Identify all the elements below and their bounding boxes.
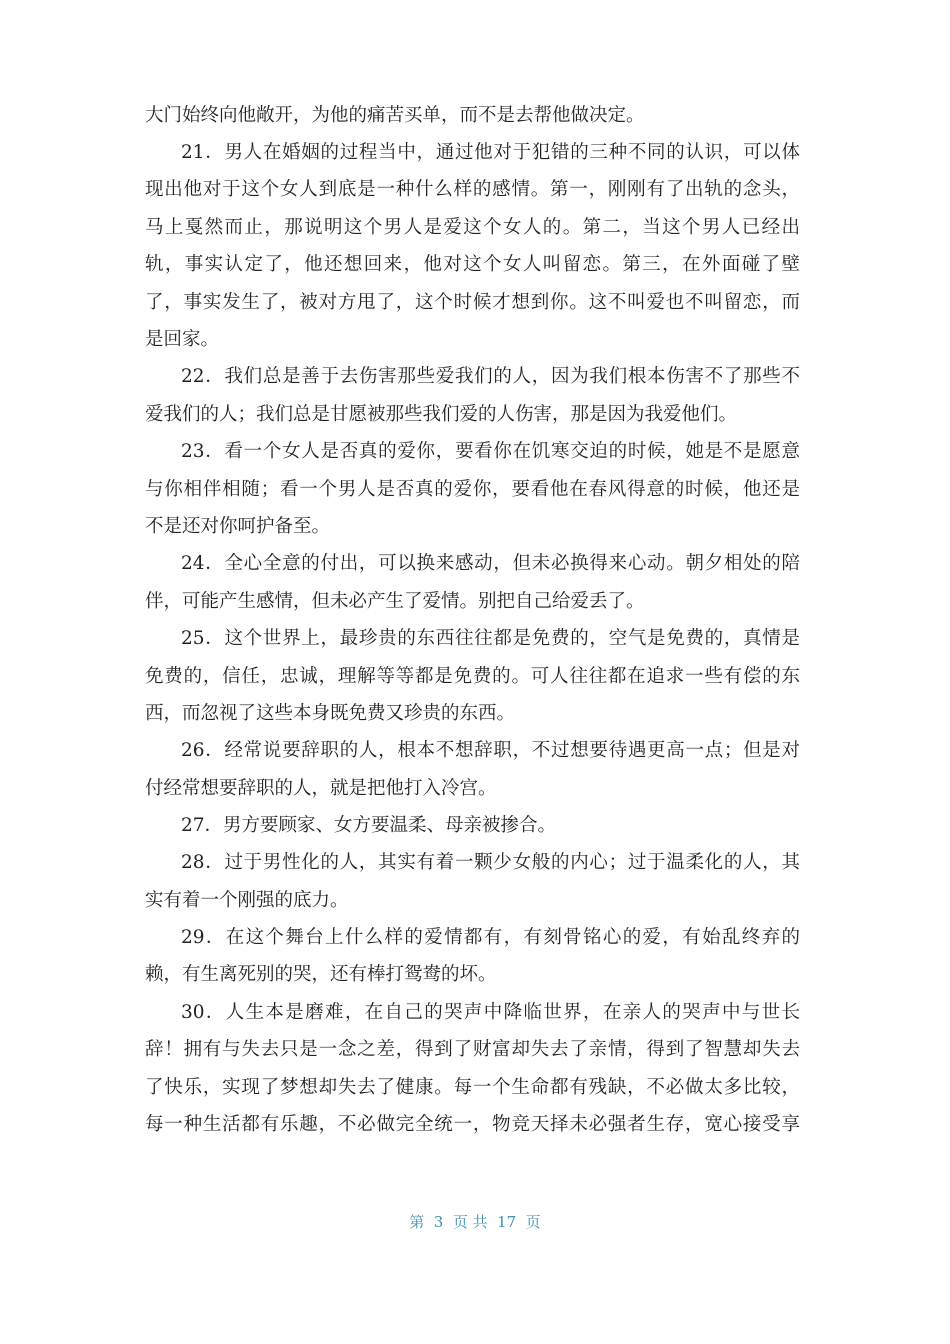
- text-line: 22．我们总是善于去伤害那些爱我们的人，因为我们根本伤害不了那些不: [181, 366, 800, 387]
- text-line: 25．这个世界上，最珍贵的东西往往都是免费的，空气是免费的，真情是: [181, 628, 800, 649]
- text-line: 27．男方要顾家、女方要温柔、母亲被掺合。: [181, 815, 557, 836]
- page-number-footer: 第 3 页 共 17 页: [409, 1213, 541, 1231]
- text-line: 了，事实发生了，被对方甩了，这个时候才想到你。这不叫爱也不叫留恋，而: [145, 292, 800, 313]
- text-line: 23．看一个女人是否真的爱你，要看你在饥寒交迫的时候，她是不是愿意: [181, 441, 800, 462]
- text-line: 付经常想要辞职的人，就是把他打入冷宫。: [145, 778, 497, 799]
- text-line: 了快乐，实现了梦想却失去了健康。每一个生命都有残缺，不必做太多比较，: [145, 1077, 800, 1098]
- text-line: 是回家。: [145, 329, 220, 350]
- text-line: 不是还对你呵护备至。: [145, 516, 331, 537]
- text-line: 26．经常说要辞职的人，根本不想辞职，不过想要待遇更高一点；但是对: [181, 740, 800, 761]
- text-line: 每一种生活都有乐趣，不必做完全统一，物竞天择未必强者生存，宽心接受享: [145, 1114, 800, 1135]
- text-line: 辞！拥有与失去只是一念之差，得到了财富却失去了亲情，得到了智慧却失去: [145, 1039, 800, 1060]
- text-line: 21．男人在婚姻的过程当中，通过他对于犯错的三种不同的认识，可以体: [181, 142, 800, 163]
- text-line: 伴，可能产生感情，但未必产生了爱情。别把自己给爱丢了。: [145, 591, 645, 612]
- text-line: 与你相伴相随；看一个男人是否真的爱你，要看他在春风得意的时候，他还是: [145, 479, 800, 500]
- text-line: 马上戛然而止，那说明这个男人是爱这个女人的。第二，当这个男人已经出: [145, 217, 800, 238]
- text-line: 赖，有生离死别的哭，还有棒打鸳鸯的坏。: [145, 964, 497, 985]
- text-line: 大门始终向他敞开，为他的痛苦买单，而不是去帮他做决定。: [145, 105, 645, 126]
- text-line: 29．在这个舞台上什么样的爱情都有，有刻骨铭心的爱，有始乱终弃的: [181, 927, 800, 948]
- text-line: 28．过于男性化的人，其实有着一颗少女般的内心；过于温柔化的人，其: [181, 852, 800, 873]
- text-line: 西，而忽视了这些本身既免费又珍贵的东西。: [145, 703, 516, 724]
- text-line: 24．全心全意的付出，可以换来感动，但未必换得来心动。朝夕相处的陪: [181, 553, 800, 574]
- text-line: 轨，事实认定了，他还想回来，他对这个女人叫留恋。第三，在外面碰了壁: [145, 254, 800, 275]
- text-line: 现出他对于这个女人到底是一种什么样的感情。第一，刚刚有了出轨的念头，: [145, 179, 800, 200]
- text-line: 30．人生本是磨难，在自己的哭声中降临世界，在亲人的哭声中与世长: [181, 1002, 800, 1023]
- text-line: 实有着一个刚强的底力。: [145, 890, 349, 911]
- text-line: 爱我们的人；我们总是甘愿被那些我们爱的人伤害，那是因为我爱他们。: [145, 404, 738, 425]
- text-line: 免费的，信任，忠诚，理解等等都是免费的。可人往往都在追求一些有偿的东: [145, 666, 800, 687]
